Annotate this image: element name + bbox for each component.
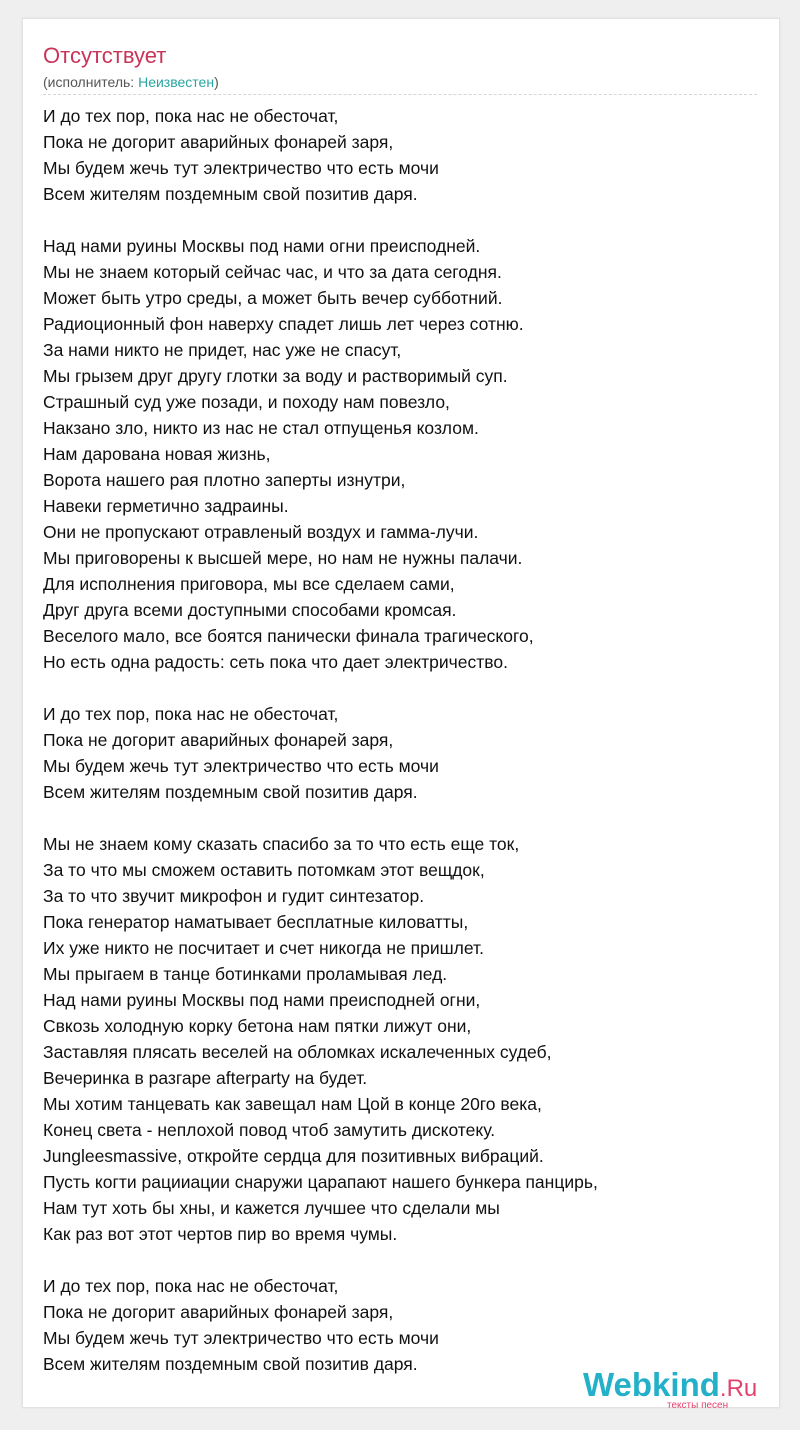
lyric-line: Пока не догорит аварийных фонарей заря, [43, 730, 394, 750]
lyric-line: За то что мы сможем оставить потомкам этот вещдок, [43, 860, 485, 880]
lyric-line: Мы хотим танцевать как завещал нам Цой в конце 20го века, [43, 1094, 542, 1114]
lyric-line: Всем жителям поздемным свой позитив даря. [43, 782, 418, 802]
lyric-line: Пусть когти рацииации снаружи царапают нашего бункера панцирь, [43, 1172, 598, 1192]
lyric-line: Навеки герметично задраины. [43, 496, 289, 516]
lyric-line: И до тех пор, пока нас не обесточат, [43, 1276, 339, 1296]
artist-prefix: (исполнитель: [43, 74, 139, 90]
lyric-line: Они не пропускают отравленый воздух и гамма-лучи. [43, 522, 479, 542]
lyric-line: Пока не догорит аварийных фонарей заря, [43, 1302, 394, 1322]
lyric-line: Всем жителям поздемным свой позитив даря. [43, 184, 418, 204]
lyric-line: За нами никто не придет, нас уже не спасут, [43, 340, 402, 360]
lyric-line: Конец света - неплохой повод чтоб замутить дискотеку. [43, 1120, 496, 1140]
title-divider [43, 94, 757, 95]
lyrics-card [22, 18, 780, 1411]
song-title: Отсутствует [43, 43, 167, 68]
artist-line [43, 73, 219, 91]
lyric-line: Мы будем жечь тут электричество что есть мочи [43, 158, 439, 178]
lyrics-text [43, 103, 757, 1377]
stanza-break [43, 207, 757, 233]
stanza-break [43, 675, 757, 701]
artist-suffix: ) [214, 74, 219, 90]
lyric-line: Мы грызем друг другу глотки за воду и растворимый суп. [43, 366, 508, 386]
lyric-line: Мы не знаем кому сказать спасибо за то что есть еще ток, [43, 834, 520, 854]
logo-tld: .Ru [719, 1375, 758, 1402]
lyric-line: Их уже никто не посчитает и счет никогда не пришлет. [43, 938, 484, 958]
lyric-line: Мы не знаем который сейчас час, и что за дата сегодня. [43, 262, 502, 282]
lyric-line: Радиоционный фон наверху спадет лишь лет через сотню. [43, 314, 524, 334]
lyric-line: Заставляя плясать веселей на обломках искалеченных судеб, [43, 1042, 552, 1062]
lyric-line: Над нами руины Москвы под нами огни преисподней. [43, 236, 481, 256]
lyric-line: И до тех пор, пока нас не обесточат, [43, 704, 339, 724]
lyric-line: Мы приговорены к высшей мере, но нам не нужны палачи. [43, 548, 523, 568]
lyric-line: Веселого мало, все боятся панически финала трагического, [43, 626, 534, 646]
lyric-line: Пока не догорит аварийных фонарей заря, [43, 132, 394, 152]
lyric-line: Мы будем жечь тут электричество что есть мочи [43, 756, 439, 776]
lyric-line: Как раз вот этот чертов пир во время чумы. [43, 1224, 398, 1244]
lyric-line: Jungleesmassive, откройте сердца для позитивных вибраций. [43, 1146, 544, 1166]
lyric-line: За то что звучит микрофон и гудит синтезатор. [43, 886, 425, 906]
lyric-line: Нам дарована новая жизнь, [43, 444, 271, 464]
lyric-line: Мы прыгаем в танце ботинками проламывая лед. [43, 964, 448, 984]
logo-name: Webkind [583, 1366, 720, 1403]
lyric-line: Может быть утро среды, а может быть вечер субботний. [43, 288, 503, 308]
lyric-line: Пока генератор наматывает бесплатные киловатты, [43, 912, 469, 932]
artist-link[interactable]: Неизвестен [138, 74, 215, 90]
site-logo[interactable] [583, 1366, 779, 1411]
lyric-line: Мы будем жечь тут электричество что есть мочи [43, 1328, 439, 1348]
lyric-line: Но есть одна радость: сеть пока что дает электричество. [43, 652, 508, 672]
lyric-line: Страшный суд уже позади, и походу нам повезло, [43, 392, 450, 412]
lyric-line: Ворота нашего рая плотно заперты изнутри, [43, 470, 406, 490]
lyric-line: Друг друга всеми доступными способами кромсая. [43, 600, 457, 620]
lyric-line: Всем жителям поздемным свой позитив даря. [43, 1354, 418, 1374]
lyric-line: И до тех пор, пока нас не обесточат, [43, 106, 339, 126]
stanza-break [43, 805, 757, 831]
lyric-line: Нам тут хоть бы хны, и кажется лучшее что сделали мы [43, 1198, 500, 1218]
lyric-line: Вечеринка в разгаре afterparty на будет. [43, 1068, 368, 1088]
lyric-line: Для исполнения приговора, мы все сделаем сами, [43, 574, 455, 594]
lyric-line: Над нами руины Москвы под нами преисподней огни, [43, 990, 481, 1010]
logo-tagline: тексты песен [667, 1400, 729, 1411]
lyric-line: Свкозь холодную корку бетона нам пятки лижут они, [43, 1016, 472, 1036]
lyric-line: Накзано зло, никто из нас не стал отпущенья козлом. [43, 418, 479, 438]
stanza-break [43, 1247, 757, 1273]
